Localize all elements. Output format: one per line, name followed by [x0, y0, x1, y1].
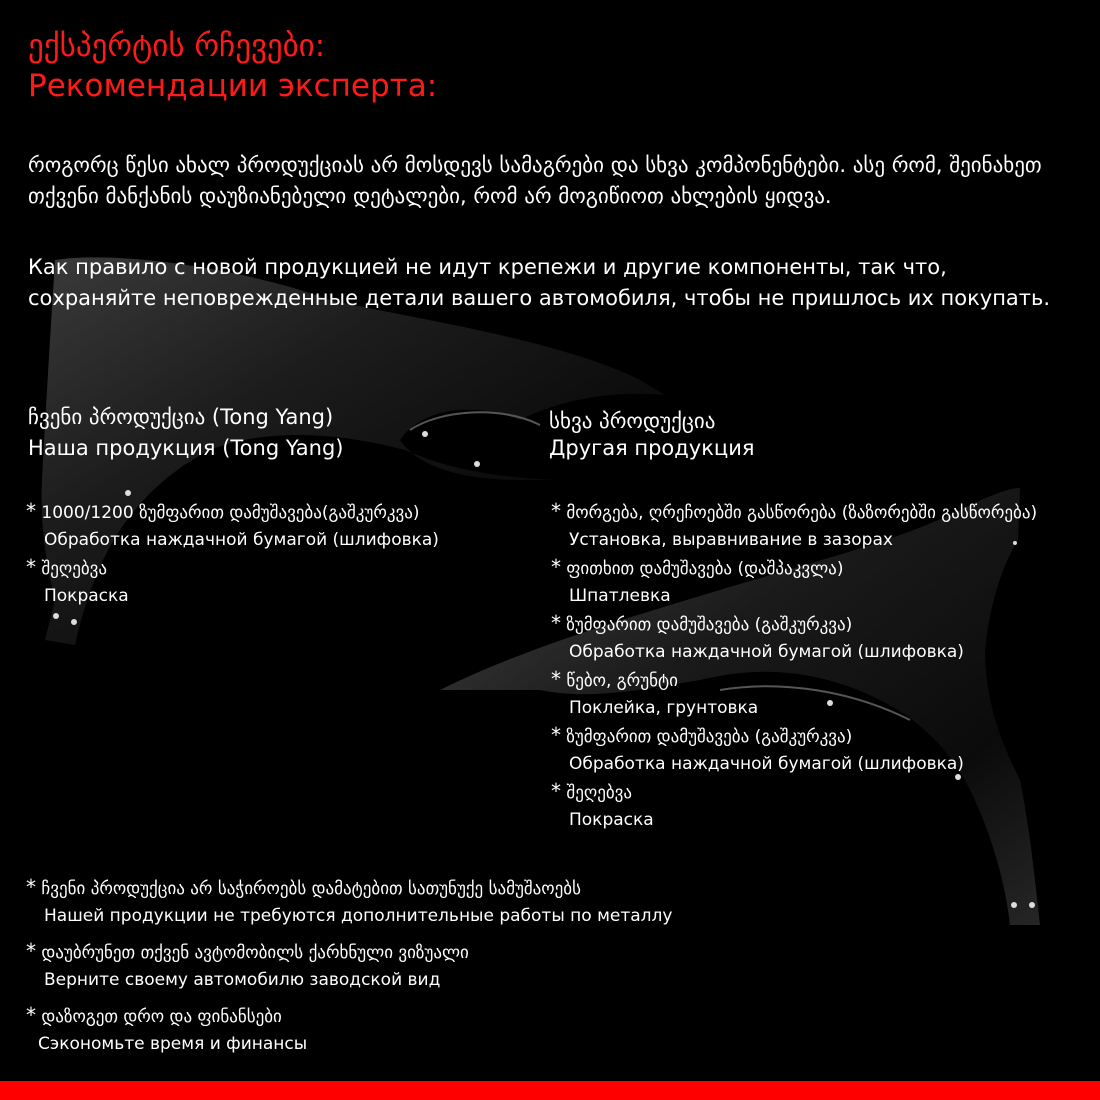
- bullet: *: [551, 499, 561, 523]
- intro-georgian: როგორც წესი ახალ პროდუქციას არ მოსდევს სამაგრები და სხვა კომპონენტები. ასე რომ, შეინახეთ თქვენი მანქანის დაუზიანებელი დეტალები, რომ არ მოგიწიოთ ახლების ყიდვა.: [28, 153, 1042, 208]
- list-item: [26, 1002, 672, 1031]
- item-georgian: მორგება, ღრეჩოებში გასწორება (ზაზორებში გასწორება): [566, 503, 1038, 523]
- bullet: *: [26, 499, 36, 523]
- item-russian: Установка, выравнивание в зазорах: [569, 530, 893, 550]
- item-russian: Обработка наждачной бумагой (шлифовка): [44, 530, 439, 550]
- benefit-georgian: დაზოგეთ დრო და ფინანსები: [41, 1007, 282, 1027]
- item-russian: Покраска: [44, 586, 129, 606]
- bullet: *: [26, 939, 36, 963]
- bullet: *: [26, 555, 36, 579]
- item-georgian: შეღებვა: [566, 783, 632, 803]
- our-product-list: [26, 498, 439, 610]
- bullet: *: [26, 1003, 36, 1027]
- list-item: [551, 722, 1037, 751]
- list-item: [551, 498, 1037, 527]
- title-russian: Рекомендации эксперта:: [28, 68, 438, 104]
- item-georgian: წებო, გრუნტი: [566, 671, 678, 691]
- other-product-heading-georgian: სხვა პროდუქცია: [549, 409, 716, 433]
- item-georgian: 1000/1200 ზუმფარით დამუშავება(გაშკურკვა): [41, 503, 420, 523]
- item-georgian: ზუმფარით დამუშავება (გაშკურკვა): [566, 727, 853, 747]
- other-product-list: [551, 498, 1037, 834]
- item-georgian: შეღებვა: [41, 559, 107, 579]
- bullet: *: [551, 555, 561, 579]
- list-item: [551, 554, 1037, 583]
- intro-russian: Как правило с новой продукцией не идут крепежи и другие компоненты, так что, сохраняйте неповрежденные детали вашего автомобиля, чтобы не пришлось их покупать.: [28, 255, 1051, 310]
- list-item: [26, 554, 439, 583]
- item-georgian: ფითხით დამუშავება (დაშპაკვლა): [566, 559, 844, 579]
- bullet: *: [26, 875, 36, 899]
- list-item: [551, 666, 1037, 695]
- bottom-red-bar: [0, 1081, 1100, 1100]
- list-item: [551, 778, 1037, 807]
- bullet: *: [551, 611, 561, 635]
- bullet: *: [551, 723, 561, 747]
- benefit-georgian: დაუბრუნეთ თქვენ ავტომობილს ქარხნული ვიზუალი: [41, 943, 469, 963]
- list-item: [26, 498, 439, 527]
- list-item: [26, 938, 672, 967]
- item-russian: Поклейка, грунтовка: [569, 698, 759, 718]
- benefit-russian: Верните своему автомобилю заводской вид: [44, 970, 441, 990]
- benefit-russian: Нашей продукции не требуются дополнительные работы по металлу: [44, 906, 673, 926]
- benefits-list: [26, 874, 672, 1058]
- benefit-russian: Сэкономьте время и финансы: [38, 1034, 308, 1054]
- title-georgian: ექსპერტის რჩევები:: [28, 28, 326, 64]
- item-russian: Обработка наждачной бумагой (шлифовка): [569, 754, 964, 774]
- item-russian: Обработка наждачной бумагой (шлифовка): [569, 642, 964, 662]
- bullet: *: [551, 779, 561, 803]
- item-russian: Шпатлевка: [569, 586, 671, 606]
- list-item: [551, 610, 1037, 639]
- bullet: *: [551, 667, 561, 691]
- benefit-georgian: ჩვენი პროდუქცია არ საჭიროებს დამატებით სათუნუქე სამუშაოებს: [41, 879, 581, 899]
- other-product-heading-russian: Другая продукция: [549, 436, 755, 460]
- our-product-heading-russian: Наша продукция (Tong Yang): [28, 436, 344, 460]
- our-product-heading-georgian: ჩვენი პროდუქცია (Tong Yang): [28, 405, 334, 429]
- list-item: [26, 874, 672, 903]
- item-russian: Покраска: [569, 810, 654, 830]
- item-georgian: ზუმფარით დამუშავება (გაშკურკვა): [566, 615, 853, 635]
